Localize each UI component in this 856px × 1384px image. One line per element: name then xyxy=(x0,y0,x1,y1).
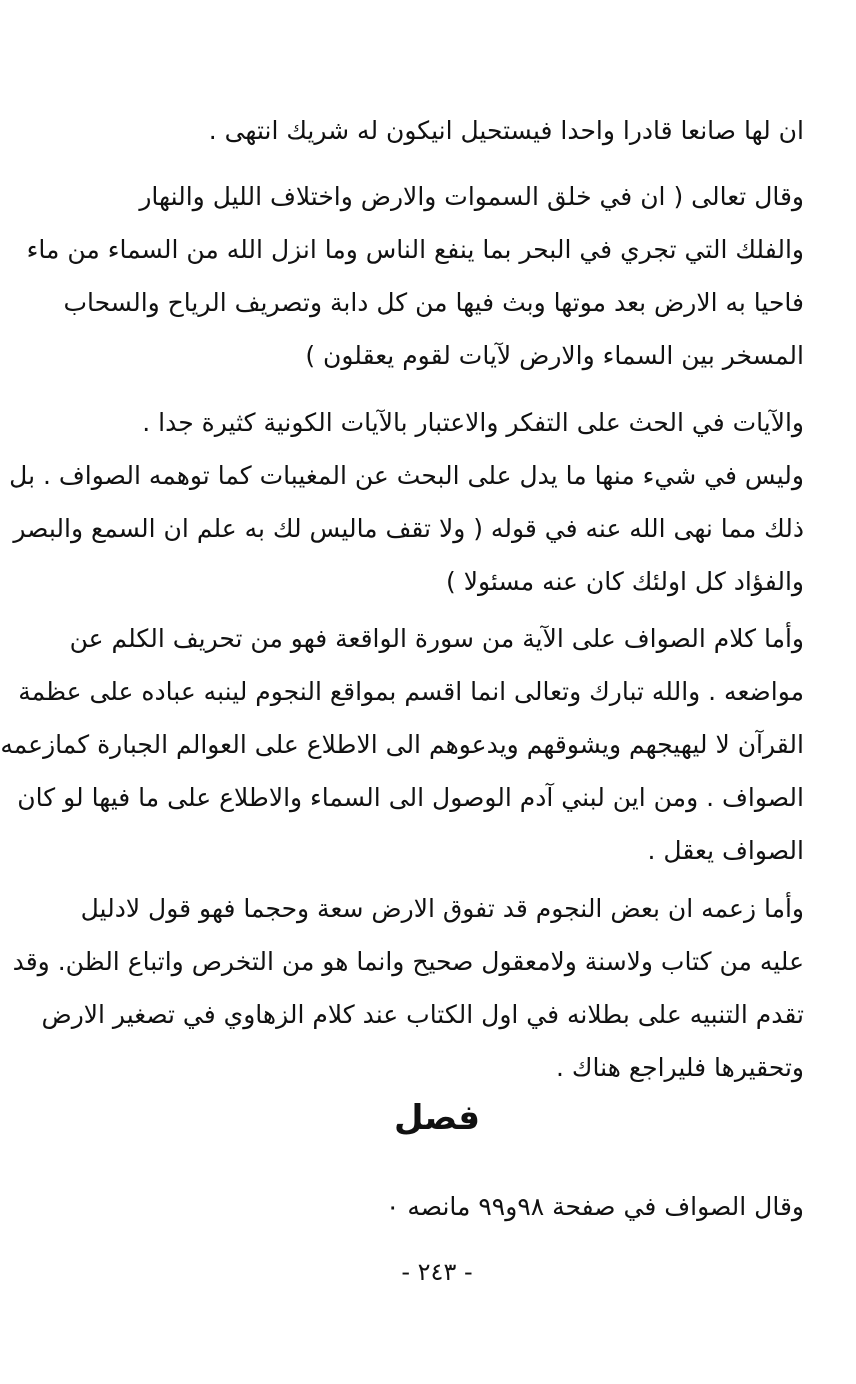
paragraph-2-line-4: المسخر بين السماء والارض لآيات لقوم يعقلون ) xyxy=(305,341,804,370)
paragraph-4-line-4: الصواف . ومن اين لبني آدم الوصول الى السماء والاطلاع على ما فيها لو كان xyxy=(17,783,804,812)
paragraph-2-line-2: والفلك التي تجري في البحر بما ينفع الناس وما انزل الله من السماء من ماء xyxy=(26,235,804,264)
paragraph-4 xyxy=(0,612,804,877)
section-heading: فصل xyxy=(393,1098,481,1138)
paragraph-1-line-1: ان لها صانعا قادرا واحدا فيستحيل انيكون له شريك انتهى . xyxy=(208,116,804,145)
paragraph-5-line-4: وتحقيرها فليراجع هناك . xyxy=(556,1053,804,1082)
paragraph-1 xyxy=(90,104,804,157)
paragraph-4-line-3: القرآن لا ليهيجهم ويشوقهم ويدعوهم الى الاطلاع على العوالم الجبارة كمازعمه xyxy=(0,730,804,759)
paragraph-5-line-2: عليه من كتاب ولاسنة ولامعقول صحيح وانما هو من التخرص واتباع الظن. وقد xyxy=(12,947,804,976)
paragraph-3-line-3: ذلك مما نهى الله عنه في قوله ( ولا تقف ماليس لك به علم ان السمع والبصر xyxy=(13,514,804,543)
closing-line: وقال الصواف في صفحة ٩٨و٩٩ مانصه ٠ xyxy=(385,1192,804,1221)
paragraph-3-line-2: وليس في شيء منها ما يدل على البحث عن المغيبات كما توهمه الصواف . بل xyxy=(9,461,804,490)
closing-paragraph xyxy=(90,1180,804,1233)
paragraph-3-line-4: والفؤاد كل اولئك كان عنه مسئولا ) xyxy=(446,567,804,596)
paragraph-3 xyxy=(9,396,804,608)
paragraph-2-line-3: فاحيا به الارض بعد موتها وبث فيها من كل دابة وتصريف الرياح والسحاب xyxy=(63,288,804,317)
paragraph-4-line-1: وأما كلام الصواف على الآية من سورة الواقعة فهو من تحريف الكلم عن xyxy=(69,624,804,653)
paragraph-4-line-5: الصواف يعقل . xyxy=(647,836,804,865)
paragraph-2-line-1: وقال تعالى ( ان في خلق السموات والارض واختلاف الليل والنهار xyxy=(139,182,804,211)
paragraph-5-line-1: وأما زعمه ان بعض النجوم قد تفوق الارض سعة وحجما فهو قول لادليل xyxy=(80,894,804,923)
paragraph-5 xyxy=(12,882,804,1094)
paragraph-5-line-3: تقدم التنبيه على بطلانه في اول الكتاب عند كلام الزهاوي في تصغير الارض xyxy=(41,1000,804,1029)
page-number: - ٢٤٣ - xyxy=(401,1258,473,1286)
paragraph-4-line-2: مواضعه . والله تبارك وتعالى انما اقسم بمواقع النجوم لينبه عباده على عظمة xyxy=(18,677,804,706)
paragraph-2 xyxy=(26,170,804,382)
paragraph-3-line-1: والآيات في الحث على التفكر والاعتبار بالآيات الكونية كثيرة جدا . xyxy=(142,408,804,437)
